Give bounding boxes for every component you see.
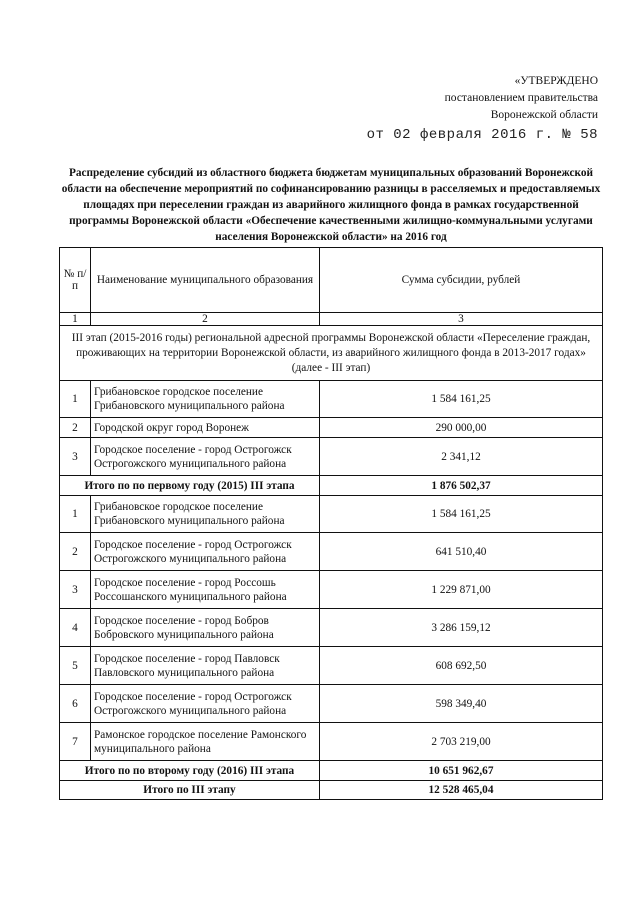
- row-num: 1: [60, 381, 91, 418]
- table-row: [60, 571, 603, 609]
- total-2015-label: Итого по по первому году (2015) III этапа: [60, 476, 320, 496]
- stage-title-row: [60, 326, 603, 381]
- total-2016-sum: 10 651 962,67: [320, 761, 603, 781]
- col-number-3: 3: [320, 313, 603, 326]
- row-name: Рамонское городское поселение Рамонского муниципального района: [91, 723, 320, 761]
- header-sum: Сумма субсидии, рублей: [320, 248, 603, 313]
- table-row: [60, 533, 603, 571]
- row-name: Городской округ город Воронеж: [91, 418, 320, 438]
- grand-total-label: Итого по III этапу: [60, 781, 320, 800]
- table-row: [60, 609, 603, 647]
- table-row: [60, 685, 603, 723]
- total-2015-sum: 1 876 502,37: [320, 476, 603, 496]
- row-num: 3: [60, 438, 91, 476]
- row-num: 6: [60, 685, 91, 723]
- row-name: Городское поселение - город Острогожск Острогожского муниципального района: [91, 685, 320, 723]
- row-sum: 290 000,00: [320, 418, 603, 438]
- row-sum: 598 349,40: [320, 685, 603, 723]
- table-row: [60, 723, 603, 761]
- table-row: [60, 438, 603, 476]
- row-name: Городское поселение - город Острогожск Острогожского муниципального района: [91, 533, 320, 571]
- total-2015-row: [60, 476, 603, 496]
- row-sum: 1 229 871,00: [320, 571, 603, 609]
- table-row: [60, 381, 603, 418]
- approval-date-line: от 02 февраля 2016 г. № 58: [366, 127, 598, 143]
- row-num: 5: [60, 647, 91, 685]
- col-number-1: 1: [60, 313, 91, 326]
- row-sum: 1 584 161,25: [320, 496, 603, 533]
- stage-title: III этап (2015-2016 годы) региональной адресной программы Воронежской области «Переселение граждан, проживающих на территории Воронежской области, из аварийного жилищного фонда в 2013-2017 годах» (далее - III этап): [60, 326, 603, 381]
- approval-block: [367, 73, 598, 144]
- approval-line-3: Воронежской области: [490, 109, 598, 121]
- row-sum: 608 692,50: [320, 647, 603, 685]
- total-2016-row: [60, 761, 603, 781]
- grand-total-row: [60, 781, 603, 800]
- document-title: Распределение субсидий из областного бюджета бюджетам муниципальных образований Воронежской области на обеспечение мероприятий по софинансированию разницы в расселяемых и предоставляемых площадях при переселении граждан из аварийного жилищного фонда в рамках государственной программы Воронежской области «Обеспечение качественными жилищно-коммунальными услугами населения Воронежской области» на 2016 год: [61, 167, 601, 243]
- header-num: № п/п: [60, 248, 91, 313]
- row-name: Грибановское городское поселение Грибановского муниципального района: [91, 381, 320, 418]
- row-name: Грибановское городское поселение Грибановского муниципального района: [91, 496, 320, 533]
- subsidy-table: [59, 247, 603, 800]
- approval-line-1: «УТВЕРЖДЕНО: [514, 75, 598, 87]
- row-name: Городское поселение - город Острогожск Острогожского муниципального района: [91, 438, 320, 476]
- row-sum: 2 703 219,00: [320, 723, 603, 761]
- col-number-2: 2: [91, 313, 320, 326]
- row-num: 2: [60, 533, 91, 571]
- row-num: 1: [60, 496, 91, 533]
- row-num: 4: [60, 609, 91, 647]
- row-name: Городское поселение - город Бобров Бобровского муниципального района: [91, 609, 320, 647]
- table-row: [60, 418, 603, 438]
- row-num: 7: [60, 723, 91, 761]
- row-sum: 3 286 159,12: [320, 609, 603, 647]
- row-sum: 2 341,12: [320, 438, 603, 476]
- header-name: Наименование муниципального образования: [91, 248, 320, 313]
- row-sum: 641 510,40: [320, 533, 603, 571]
- row-num: 2: [60, 418, 91, 438]
- table-row: [60, 496, 603, 533]
- approval-line-2: постановлением правительства: [444, 92, 598, 104]
- table-row: [60, 647, 603, 685]
- header-row: [60, 248, 603, 313]
- row-name: Городское поселение - город Россошь Россошанского муниципального района: [91, 571, 320, 609]
- row-num: 3: [60, 571, 91, 609]
- grand-total-sum: 12 528 465,04: [320, 781, 603, 800]
- column-numbers-row: [60, 313, 603, 326]
- row-name: Городское поселение - город Павловск Павловского муниципального района: [91, 647, 320, 685]
- total-2016-label: Итого по по второму году (2016) III этапа: [60, 761, 320, 781]
- row-sum: 1 584 161,25: [320, 381, 603, 418]
